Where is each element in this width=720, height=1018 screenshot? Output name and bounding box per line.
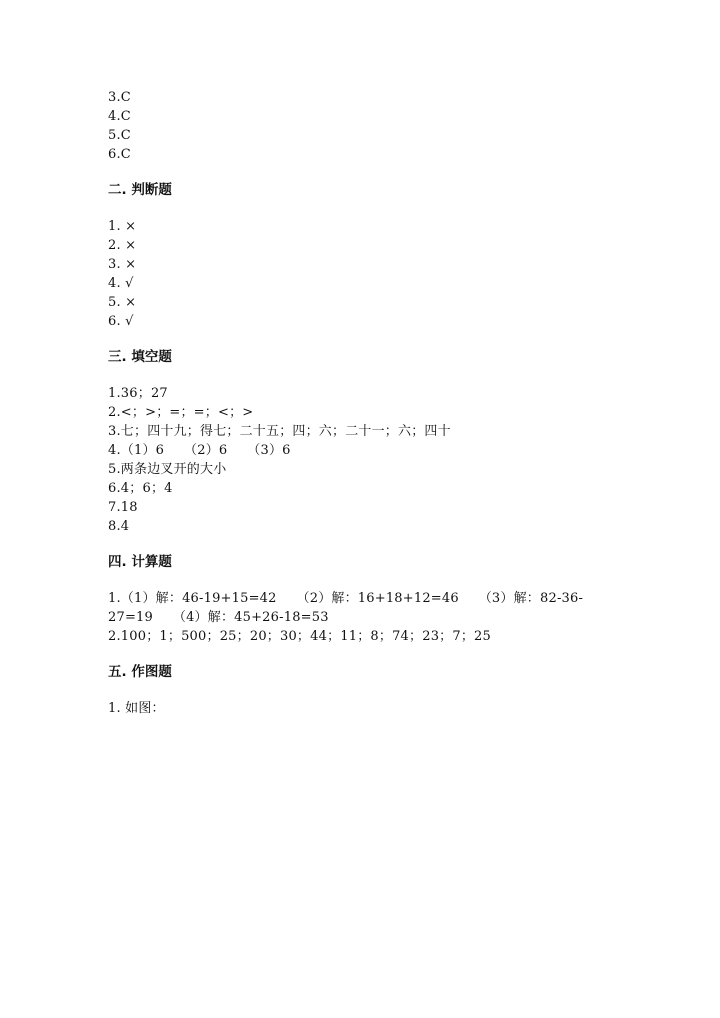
section-title-fill-blank: 三. 填空题 <box>108 349 172 365</box>
answer-line: 3.C <box>108 90 131 105</box>
answer-line: 3. × <box>108 257 137 272</box>
section5-list <box>108 699 588 718</box>
section-title-judgement: 二. 判断题 <box>108 182 172 198</box>
section-title-drawing: 五. 作图题 <box>108 664 172 680</box>
answer-line: 3.七；四十九；得七；二十五；四；六；二十一；六；四十 <box>108 424 451 439</box>
answer-line: 5.两条边叉开的大小 <box>108 462 227 477</box>
answer-line: 4.（1）6 （2）6 （3）6 <box>108 443 291 458</box>
section-title-calculation: 四. 计算题 <box>108 554 172 570</box>
section2-list <box>108 217 588 331</box>
answer-line: 8.4 <box>108 519 130 534</box>
answer-line: 1. 如图： <box>108 701 165 716</box>
answer-line: 6.4；6；4 <box>108 481 173 496</box>
answer-line: 5. × <box>108 295 137 310</box>
answer-line: 2.<；>；=；=；<；> <box>108 405 254 420</box>
answer-line: 2. × <box>108 238 137 253</box>
section4-list <box>108 589 588 646</box>
answer-page <box>108 88 588 718</box>
answer-line: 7.18 <box>108 500 138 515</box>
answer-line: 6.C <box>108 147 131 162</box>
answer-line: 5.C <box>108 128 131 143</box>
answer-line: 1.36；27 <box>108 386 168 401</box>
answer-line: 4.C <box>108 109 131 124</box>
answer-line: 1. × <box>108 219 137 234</box>
section3-list <box>108 384 588 536</box>
answer-line: 4. √ <box>108 276 134 291</box>
answer-line: 6. √ <box>108 314 134 329</box>
answer-line: 27=19 （4）解：45+26-18=53 <box>108 610 329 625</box>
answer-line: 2.100；1；500；25；20；30；44；11；8；74；23；7；25 <box>108 629 491 644</box>
section1-tail-list <box>108 88 588 164</box>
answer-line: 1.（1）解：46-19+15=42 （2）解：16+18+12=46 （3）解：82-36- <box>108 591 584 606</box>
